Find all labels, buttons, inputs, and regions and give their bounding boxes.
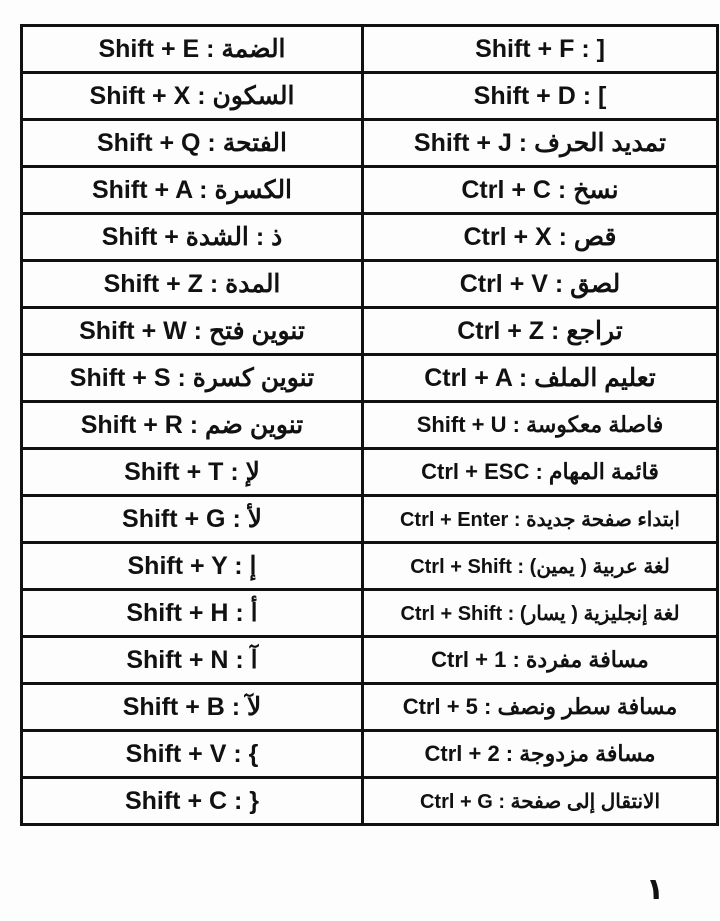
table-row [22,590,718,637]
table-row [22,684,718,731]
shortcut-cell: Ctrl + Shift : لغة عربية ( يمين) [363,543,718,590]
shortcut-cell: Shift + V : { [22,731,363,778]
table-row [22,731,718,778]
shortcut-cell: Ctrl + Shift : لغة إنجليزية ( يسار) [363,590,718,637]
shortcut-cell: Shift + T : لإ [22,449,363,496]
shortcut-cell: Shift + Q : الفتحة [22,120,363,167]
table-row [22,778,718,825]
shortcut-cell: Ctrl + Z : تراجع [363,308,718,355]
shortcut-cell: Shift + J : تمديد الحرف [363,120,718,167]
page-number: ١ [645,872,665,907]
shortcut-cell: Shift + U : فاصلة معكوسة [363,402,718,449]
shortcut-cell: Shift + C : } [22,778,363,825]
shortcut-cell: Shift + R : تنوين ضم [22,402,363,449]
shortcut-cell: Shift + B : لآ [22,684,363,731]
shortcut-cell: Ctrl + 5 : مسافة سطر ونصف [363,684,718,731]
shortcut-cell: Shift + Z : المدة [22,261,363,308]
shortcut-cell: Ctrl + Enter : ابتداء صفحة جديدة [363,496,718,543]
table-row [22,26,718,73]
shortcut-cell: Shift + A : الكسرة [22,167,363,214]
table-row [22,637,718,684]
table-row [22,73,718,120]
shortcut-cell: Shift + X : السكون [22,73,363,120]
shortcut-cell: Shift + ذ : الشدة [22,214,363,261]
shortcut-table [20,24,719,826]
table-row [22,261,718,308]
table-row [22,355,718,402]
table-row [22,214,718,261]
shortcut-cell: Shift + G : لأ [22,496,363,543]
shortcut-cell: Ctrl + X : قص [363,214,718,261]
shortcut-cell: Ctrl + 1 : مسافة مفردة [363,637,718,684]
shortcut-cell: Ctrl + C : نسخ [363,167,718,214]
table-row [22,308,718,355]
shortcut-cell: Ctrl + ESC : قائمة المهام [363,449,718,496]
shortcut-cell: Shift + F : ] [363,26,718,73]
shortcut-cell: Shift + E : الضمة [22,26,363,73]
shortcut-cell: Shift + Y : إ [22,543,363,590]
shortcut-cell: Ctrl + A : تعليم الملف [363,355,718,402]
table-row [22,449,718,496]
shortcut-cell: Ctrl + 2 : مسافة مزدوجة [363,731,718,778]
table-row [22,167,718,214]
shortcut-cell: Shift + W : تنوين فتح [22,308,363,355]
shortcut-cell: Shift + D : [ [363,73,718,120]
shortcut-cell: Shift + H : أ [22,590,363,637]
table-row [22,120,718,167]
table-row [22,543,718,590]
shortcut-cell: Ctrl + G : الانتقال إلى صفحة [363,778,718,825]
table-row [22,402,718,449]
shortcut-cell: Shift + S : تنوين كسرة [22,355,363,402]
table-row [22,496,718,543]
shortcut-cell: Ctrl + V : لصق [363,261,718,308]
shortcut-cell: Shift + N : آ [22,637,363,684]
